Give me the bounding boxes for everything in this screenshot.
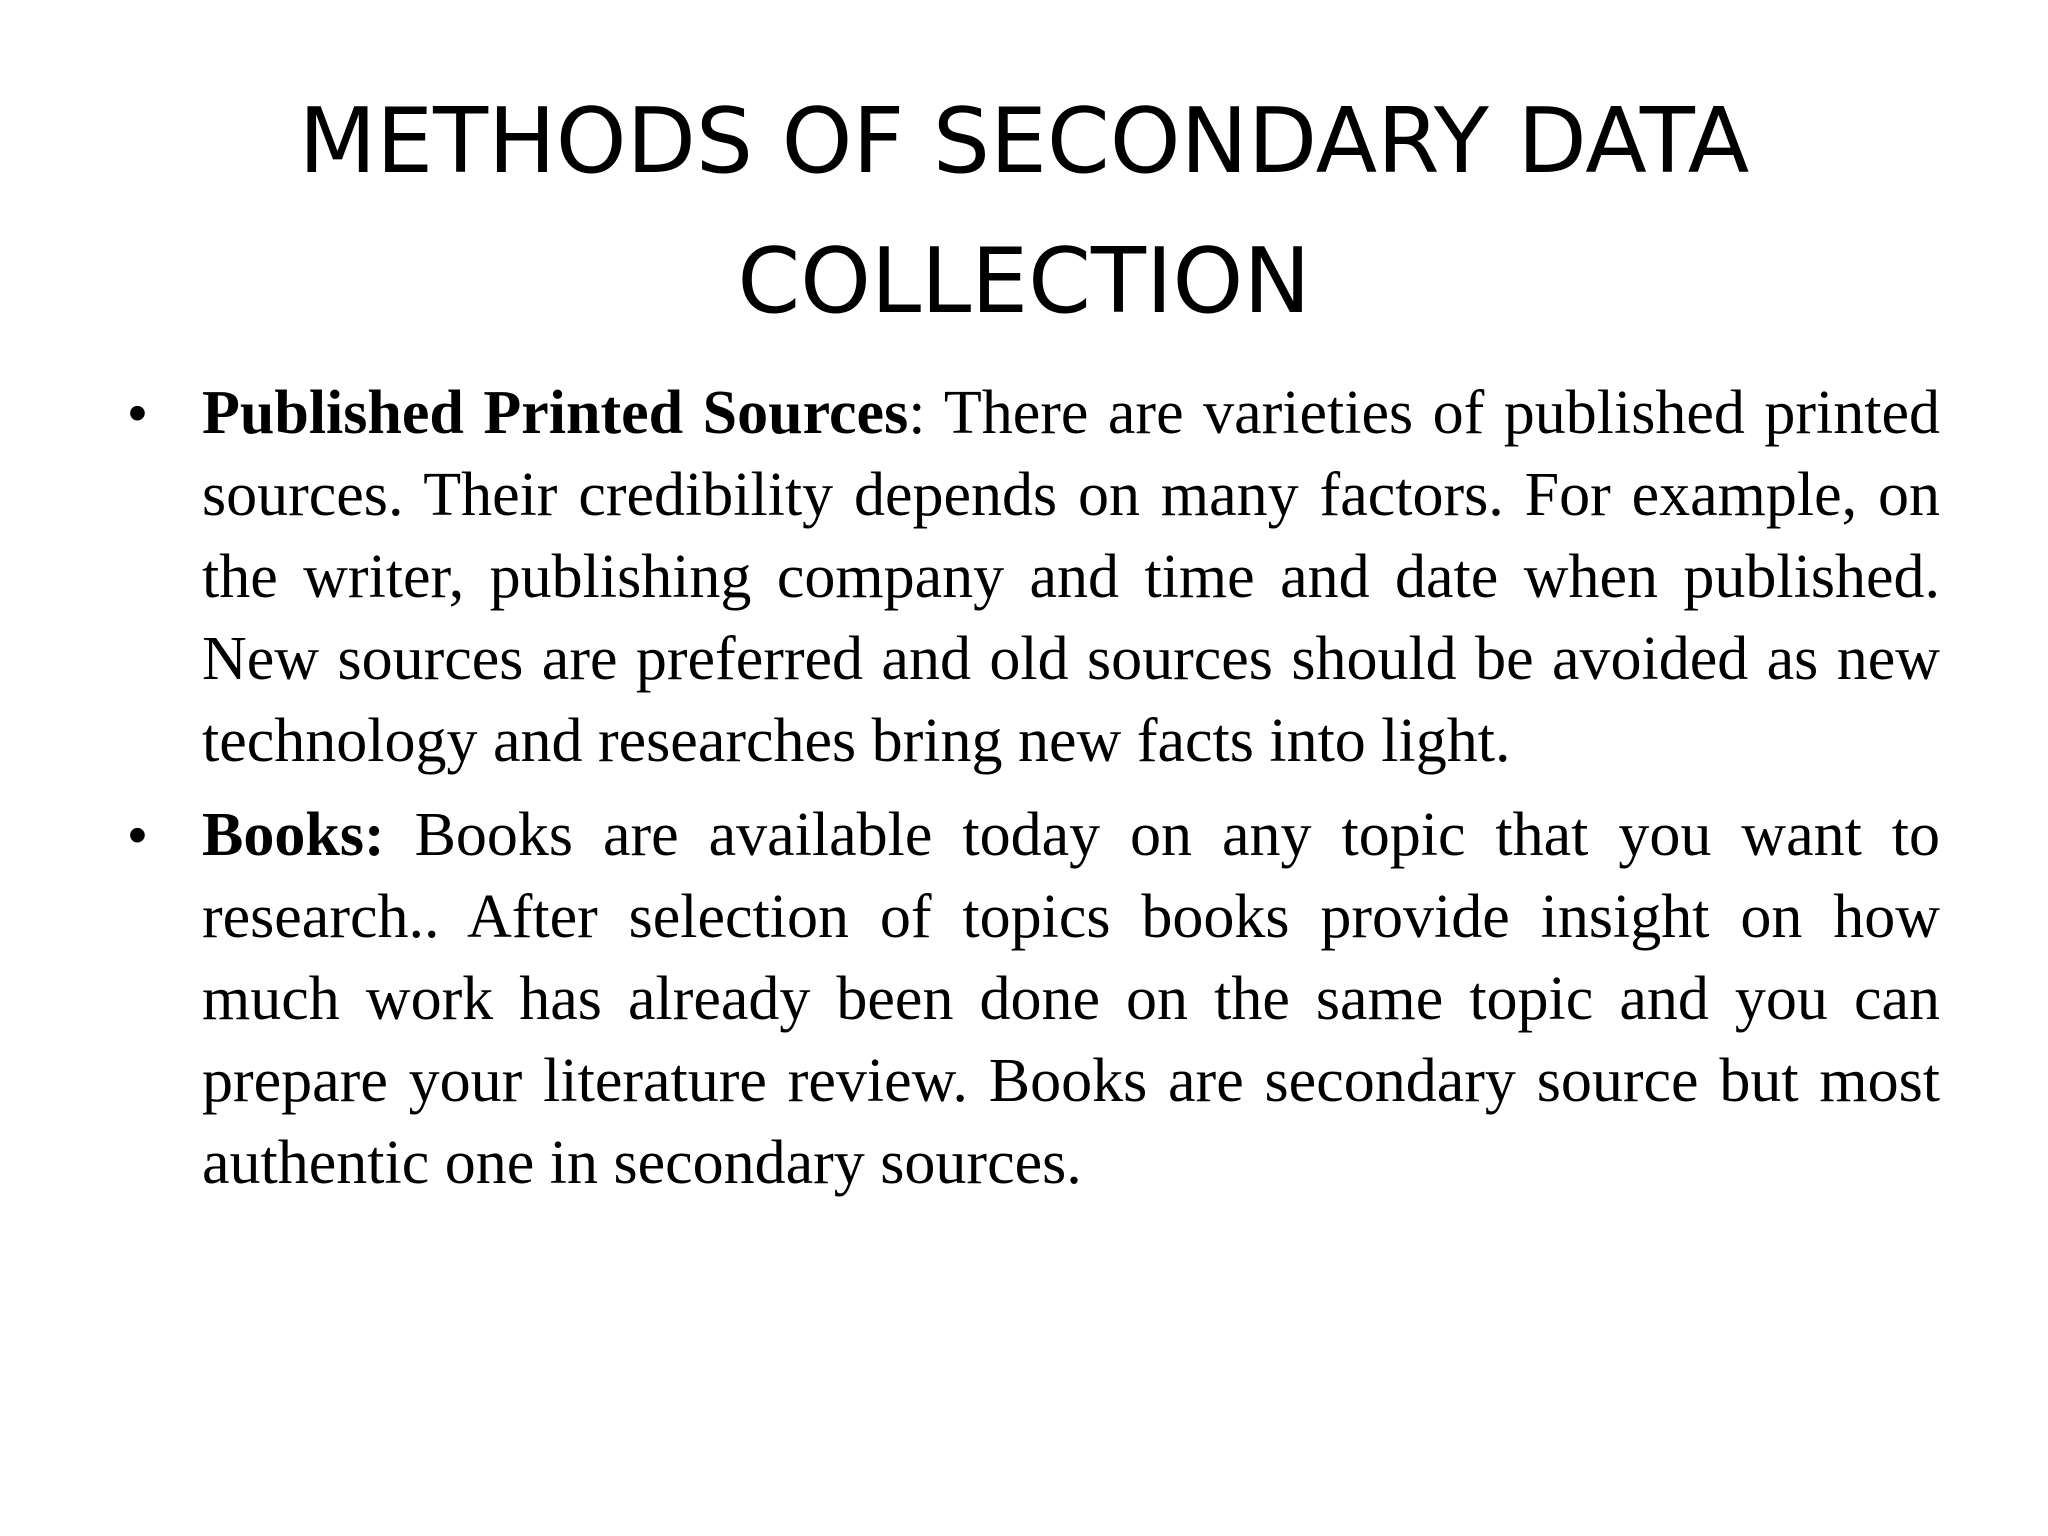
slide-title-line-1: METHODS OF SECONDARY DATA [298, 89, 1750, 194]
bullet-marker: • [128, 383, 147, 443]
bullet-books [128, 794, 1940, 1204]
bullet-term: Books: [202, 801, 385, 869]
slide-title [200, 72, 1848, 352]
slide-title-line-2: COLLECTION [737, 229, 1311, 334]
bullet-marker: • [128, 805, 147, 865]
bullet-published-printed-sources [128, 372, 1940, 782]
bullet-list [128, 372, 1940, 1216]
bullet-term: Published Printed Sources [202, 379, 909, 447]
bullet-text: There are varieties of published printed sources. Their credibility depends on many factors. For example, on the writer, publishing company and time and date when published. New sources are preferred and old sources should be avoided as new technology and researches bring new facts into light. [202, 379, 1941, 775]
bullet-separator [385, 801, 415, 869]
bullet-text: Books are available today on any topic that you want to research.. After selection of topics books provide insight on how much work has already been done on the same topic and you can prepare your literature review. Books are secondary source but most authentic one in secondary sources. [202, 801, 1941, 1197]
bullet-separator: : [908, 379, 944, 447]
